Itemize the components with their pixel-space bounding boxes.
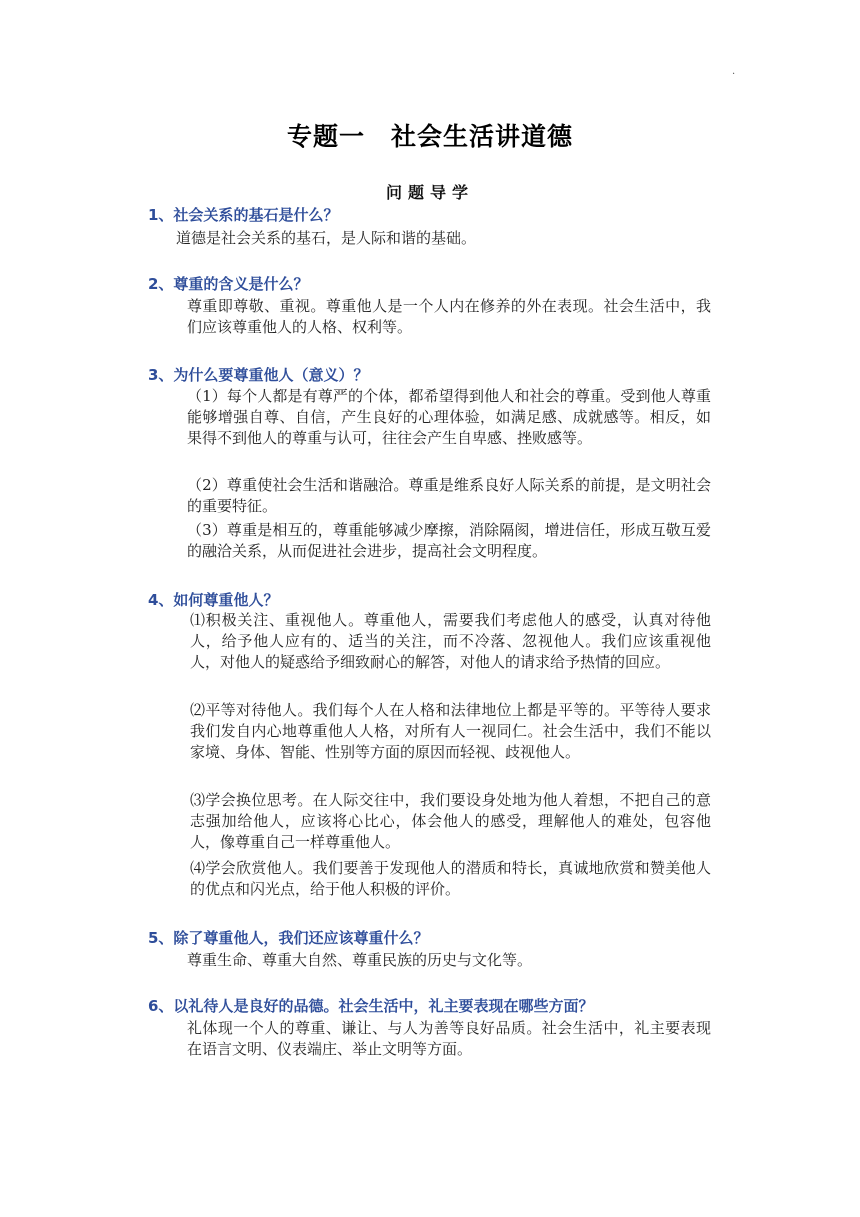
answer-4-point-2: ⑵平等对待他人。我们每个人在人格和法律地位上都是平等的。平等待人要求我们发自内心地尊重他人人格，对所有人一视同仁。社会生活中，我们不能以家境、身体、智能、性别等方面的原因而轻视、歧视他人。: [190, 701, 711, 761]
answer-3-point-3: （3）尊重是相互的，尊重能够减少摩擦，消除隔阂，增进信任，形成互敬互爱的融洽关系，从而促进社会进步，提高社会文明程度。: [187, 521, 711, 560]
corner-mark: .: [732, 66, 736, 77]
answer-3-point-2: （2）尊重使社会生活和谐融洽。尊重是维系良好人际关系的前提，是文明社会的重要特征。: [187, 476, 711, 515]
answer-4-point-1: ⑴积极关注、重视他人。尊重他人，需要我们考虑他人的感受，认真对待他人，给予他人应有的、适当的关注，而不冷落、忽视他人。我们应该重视他人，对他人的疑惑给予细致耐心的解答，对他人的请求给予热情的回应。: [190, 611, 711, 671]
question-4: 4、如何尊重他人？: [148, 591, 279, 609]
question-5: 5、除了尊重他人，我们还应该尊重什么？: [148, 929, 429, 947]
question-3: 3、为什么要尊重他人（意义）？: [148, 366, 369, 384]
question-1: 1、社会关系的基石是什么？: [148, 206, 339, 224]
answer-3-point-1: （1）每个人都是有尊严的个体，都希望得到他人和社会的尊重。受到他人尊重能够增强自尊、自信，产生良好的心理体验，如满足感、成就感等。相反，如果得不到他人的尊重与认可，往往会产生自卑感、挫败感等。: [187, 387, 711, 447]
answer-5: 尊重生命、尊重大自然、尊重民族的历史与文化等。: [187, 951, 533, 969]
question-2: 2、尊重的含义是什么？: [148, 275, 309, 293]
answer-6: 礼体现一个人的尊重、谦让、与人为善等良好品质。社会生活中，礼主要表现在语言文明、仪表端庄、举止文明等方面。: [187, 1019, 711, 1058]
section-subtitle: 问题导学: [385, 183, 474, 202]
answer-1: 道德是社会关系的基石，是人际和谐的基础。: [176, 229, 477, 247]
question-6: 6、以礼待人是良好的品德。社会生活中，礼主要表现在哪些方面？: [148, 997, 594, 1015]
answer-4-point-4: ⑷学会欣赏他人。我们要善于发现他人的潜质和特长，真诚地欣赏和赞美他人的优点和闪光点，给于他人积极的评价。: [190, 859, 711, 898]
answer-2: 尊重即尊敬、重视。尊重他人是一个人内在修养的外在表现。社会生活中，我们应该尊重他人的人格、权利等。: [187, 297, 711, 336]
answer-4-point-3: ⑶学会换位思考。在人际交往中，我们要设身处地为他人着想，不把自己的意志强加给他人，应该将心比心，体会他人的感受，理解他人的难处，包容他人，像尊重自己一样尊重他人。: [190, 791, 711, 851]
page-title: 专题一 社会生活讲道德: [286, 122, 573, 151]
